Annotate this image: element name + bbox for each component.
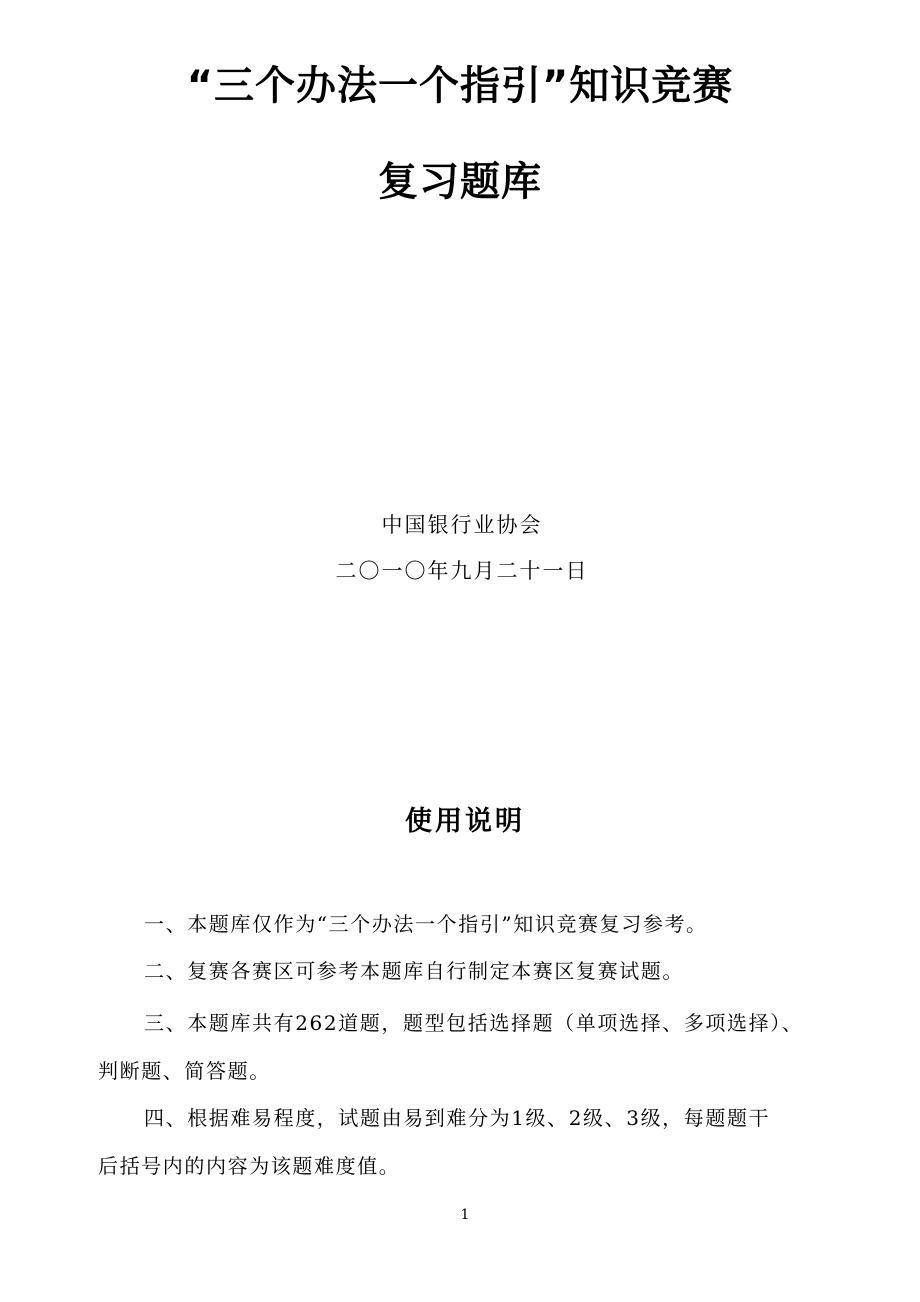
paragraph-text: 四、根据难易程度，试题由易到难分为1级、2级、3级，每题题干 bbox=[144, 1106, 771, 1130]
paragraph-text: 二、复赛各赛区可参考本题库自行制定本赛区复赛试题。 bbox=[144, 959, 684, 983]
paragraph-line bbox=[98, 900, 838, 948]
paragraph-text: 判断题、简答题。 bbox=[98, 1059, 271, 1083]
paragraph-line bbox=[98, 1142, 838, 1190]
paragraph-line bbox=[98, 1047, 838, 1095]
instruction-paragraph-1 bbox=[98, 900, 838, 948]
paragraph-line bbox=[98, 1094, 838, 1142]
paragraph-text: 三、本题库共有262道题，题型包括选择题（单项选择、多项选择）、 bbox=[144, 1011, 804, 1035]
instruction-paragraph-3 bbox=[98, 999, 838, 1095]
instruction-paragraph-2 bbox=[98, 947, 838, 995]
document-title-line-2: 复习题库 bbox=[378, 159, 542, 205]
usage-instructions-heading: 使用说明 bbox=[405, 806, 525, 837]
document-title-line-1: “三个办法一个指引”知识竞赛 bbox=[186, 63, 734, 109]
paragraph-line bbox=[98, 947, 838, 995]
paragraph-line bbox=[98, 999, 838, 1047]
organization-name: 中国银行业协会 bbox=[381, 513, 543, 537]
paragraph-text: 后括号内的内容为该题难度值。 bbox=[98, 1154, 401, 1178]
paragraph-text: 一、本题库仅作为“三个办法一个指引”知识竞赛复习参考。 bbox=[144, 912, 708, 936]
page-number: 1 bbox=[460, 1207, 470, 1223]
instruction-paragraph-4 bbox=[98, 1094, 838, 1190]
document-date: 二〇一〇年九月二十一日 bbox=[335, 559, 589, 583]
